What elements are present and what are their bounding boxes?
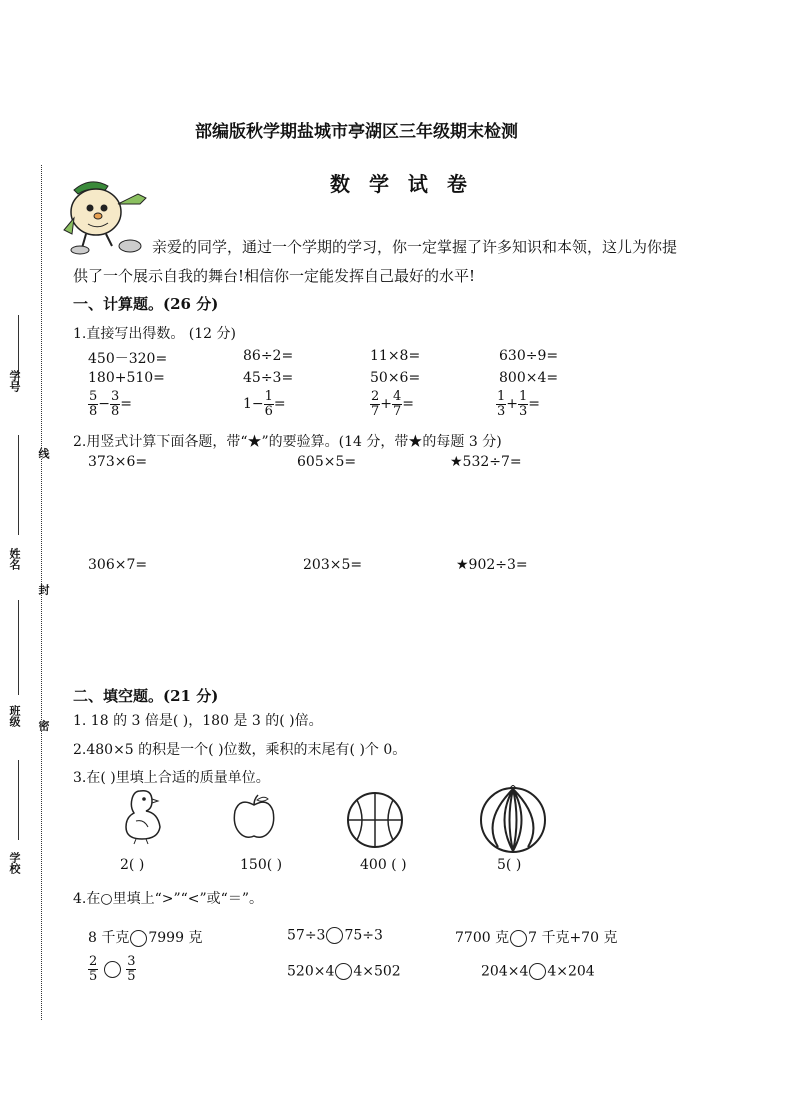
fill-question-1: 1. 18 的 3 倍是( )，180 是 3 的( )倍。 [73, 713, 323, 729]
question-2-prompt: 2.用竖式计算下面各题，带“★”的要验算。(14 分，带★的每题 3 分) [73, 434, 502, 450]
label-school: 学校 [8, 852, 21, 874]
calc-item: 630÷9= [499, 348, 559, 364]
mascot-icon [60, 178, 160, 260]
compare-circle[interactable] [510, 930, 527, 947]
compare-circle[interactable] [335, 963, 352, 980]
chick-icon [118, 785, 166, 849]
mass-unit-item: 150( ) [240, 857, 283, 873]
question-1-prompt: 1.直接写出得数。 (12 分) [73, 326, 236, 342]
page-title: 部编版秋学期盐城市亭湖区三年级期末检测 [195, 122, 518, 142]
compare-item: 8 千克 7999 克 [88, 930, 203, 946]
compare-circle[interactable] [130, 930, 147, 947]
compare-item: 204×4 4×204 [481, 963, 595, 980]
vertical-calc-item: 373×6= [88, 454, 148, 470]
intro-line-1: 亲爱的同学，通过一个学期的学习，你一定掌握了许多知识和本领，这儿为你提 [152, 238, 678, 256]
calc-item: 180+510= [88, 370, 165, 386]
calc-item: 45÷3= [243, 370, 294, 386]
fraction-calc-item: $\frac{5}{8}$ − $\frac{3}{8}$ = [89, 389, 133, 419]
compare-circle[interactable] [104, 961, 121, 978]
calc-item: 450－320= [88, 351, 168, 367]
label-student-number: 学号 [8, 370, 21, 392]
calc-item: 50×6= [370, 370, 421, 386]
compare-circle[interactable] [529, 963, 546, 980]
fill-question-2: 2.480×5 的积是一个( )位数，乘积的末尾有( )个 0。 [73, 742, 407, 758]
watermelon-icon [478, 785, 548, 859]
label-name: 姓名 [8, 548, 21, 570]
fraction-calc-item: $\frac{2}{7}$ + $\frac{4}{7}$ = [371, 389, 415, 419]
binding-mark: 封 [37, 584, 50, 595]
apple-icon [230, 793, 278, 845]
calc-item: 800×4= [499, 370, 559, 386]
compare-item: 7700 克 7 千克+70 克 [455, 930, 618, 946]
intro-line-2: 供了一个展示自我的舞台!相信你一定能发挥自己最好的水平! [73, 267, 476, 285]
section-1-heading: 一、计算题。(26 分) [73, 295, 219, 313]
fraction-calc-item: $\frac{1}{3}$ + $\frac{1}{3}$ = [497, 389, 541, 419]
compare-item: $\frac{2}{5}$ $\frac{3}{5}$ [89, 954, 136, 984]
compare-circle[interactable] [326, 927, 343, 944]
binding-mark: 密 [37, 720, 50, 731]
compare-item: 57÷3 75÷3 [287, 927, 383, 944]
page-subtitle: 数 学 试 卷 [330, 172, 473, 196]
mass-unit-item: 2( ) [120, 857, 145, 873]
vertical-calc-item: 605×5= [297, 454, 357, 470]
label-class: 班级 [8, 705, 21, 727]
fill-question-4-prompt: 4.在○里填上“>”“<”或“＝”。 [73, 891, 263, 907]
section-2-heading: 二、填空题。(21 分) [73, 687, 219, 705]
vertical-calc-item: ★902÷3= [456, 557, 528, 573]
basketball-icon [345, 790, 405, 854]
binding-blank-line [18, 600, 19, 695]
fraction-calc-item: 1− $\frac{1}{6}$ = [243, 389, 286, 419]
vertical-calc-item: 306×7= [88, 557, 148, 573]
calc-item: 11×8= [370, 348, 421, 364]
compare-item: 520×4 4×502 [287, 963, 401, 980]
binding-blank-line [18, 760, 19, 840]
mass-unit-item: 5( ) [497, 857, 522, 873]
vertical-calc-item: ★532÷7= [450, 454, 522, 470]
binding-blank-line [18, 435, 19, 535]
fill-question-3-prompt: 3.在( )里填上合适的质量单位。 [73, 770, 270, 786]
binding-mark: 线 [37, 448, 50, 459]
vertical-calc-item: 203×5= [303, 557, 363, 573]
mass-unit-item: 400 ( ) [360, 857, 407, 873]
calc-item: 86÷2= [243, 348, 294, 364]
